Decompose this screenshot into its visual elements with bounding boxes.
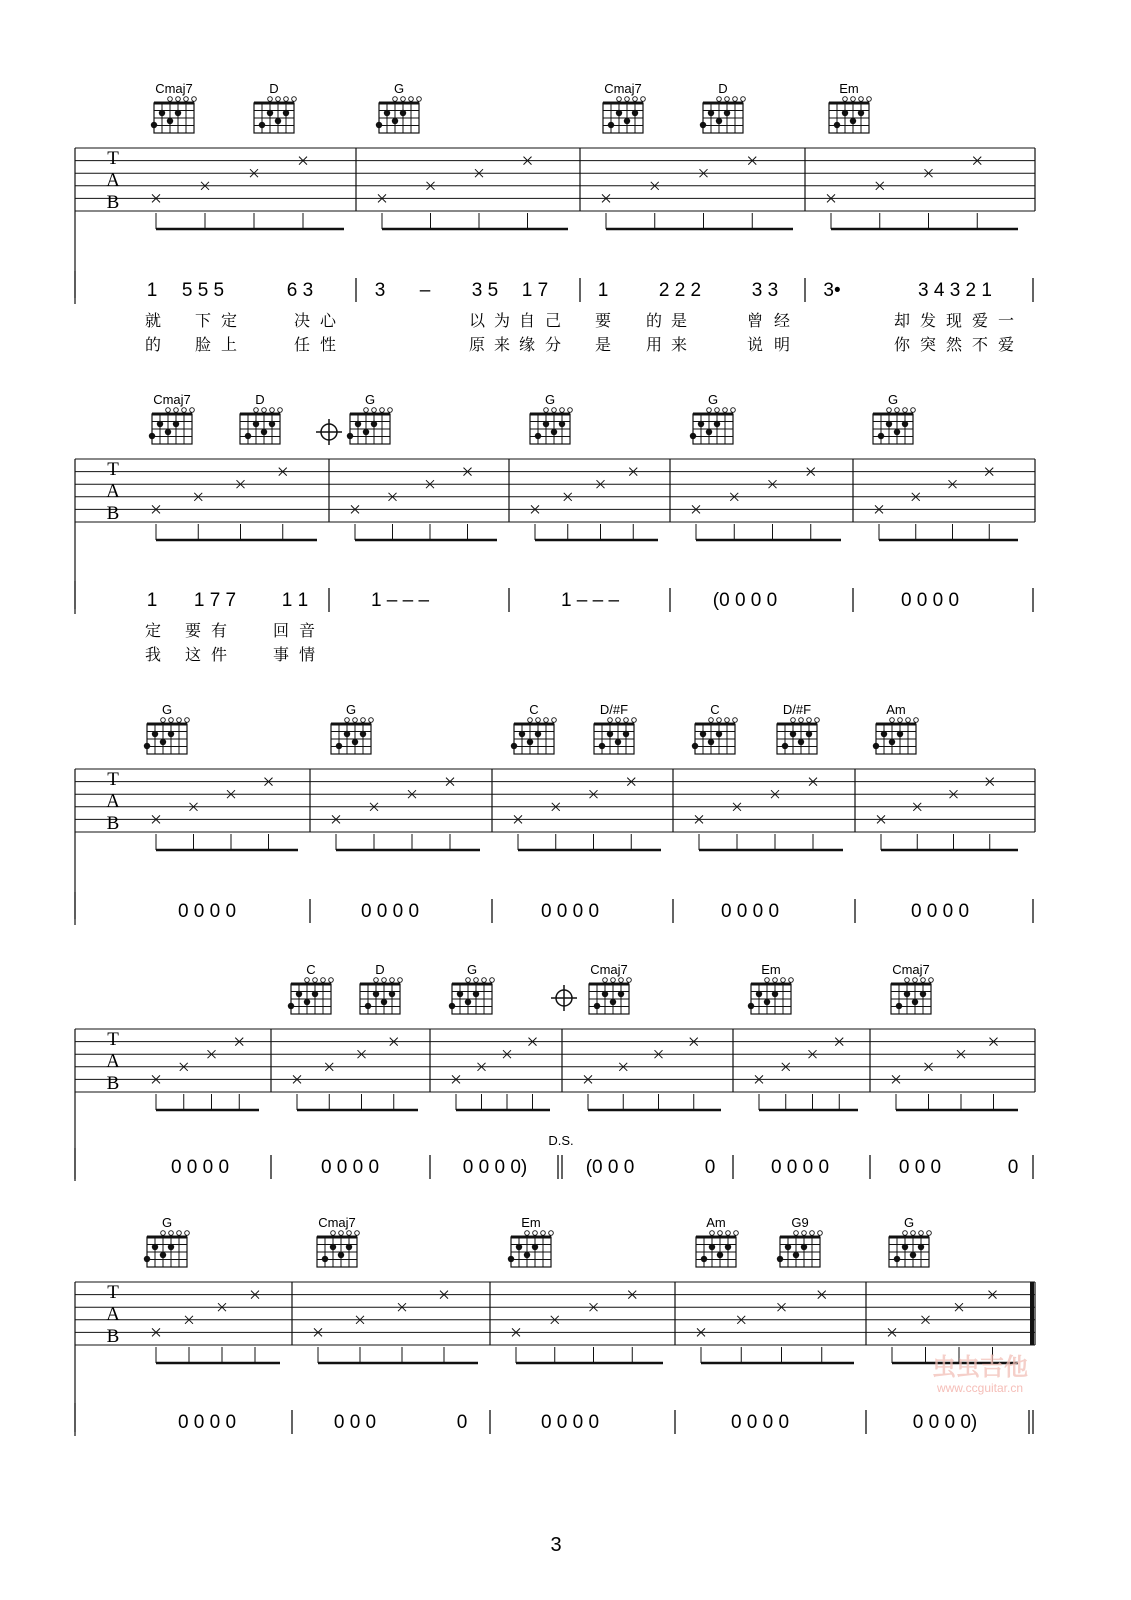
chord-diagram xyxy=(511,702,557,754)
notation-token: 0 0 0 0 xyxy=(177,901,237,922)
chord-name: Cmaj7 xyxy=(153,392,191,407)
notation-token: 1 – – – xyxy=(370,590,430,611)
chord-diagram xyxy=(777,1215,823,1267)
lyric-char-verse-1: 决 xyxy=(293,313,311,330)
chord-diagram xyxy=(589,962,631,1014)
numbered-notation-line xyxy=(75,581,1033,614)
chord-diagram xyxy=(530,392,572,444)
watermark-title: 虫虫吉他 xyxy=(932,1354,1028,1381)
notation-token: 0 0 0 0 xyxy=(770,1157,830,1178)
lyrics xyxy=(145,312,1014,354)
lyric-char-verse-1: 以 xyxy=(468,313,486,330)
notation-token: 0 xyxy=(1007,1157,1019,1178)
chord-name: Em xyxy=(839,81,859,96)
tab-staff xyxy=(75,769,1035,919)
chord-diagram xyxy=(594,702,636,754)
tab-letter-t: T xyxy=(107,1029,119,1050)
notation-token: 0 0 0 0) xyxy=(912,1412,978,1433)
chord-diagram xyxy=(331,702,373,754)
chord-name: Cmaj7 xyxy=(155,81,193,96)
tab-staff xyxy=(75,148,1035,298)
numbered-notation-line xyxy=(75,1403,1033,1436)
chord-diagram xyxy=(508,1215,554,1267)
notation-token: 1 7 7 xyxy=(193,590,237,611)
chord-name: G xyxy=(707,392,719,407)
lyric-char-verse-2: 然 xyxy=(945,337,963,354)
lyric-char-verse-2: 爱 xyxy=(997,337,1015,354)
chord-name: D xyxy=(269,81,279,96)
lyrics xyxy=(145,622,315,664)
chord-diagram xyxy=(144,702,190,754)
lyric-char-verse-1: 经 xyxy=(773,313,791,330)
lyric-char-verse-1: 有 xyxy=(210,623,228,640)
chord-name: Cmaj7 xyxy=(604,81,642,96)
chord-diagram xyxy=(873,702,919,754)
chord-name: D/#F xyxy=(599,702,629,717)
lyric-char-verse-1: 心 xyxy=(319,313,337,330)
chord-name: Cmaj7 xyxy=(892,962,930,977)
chord-diagram xyxy=(149,392,195,444)
chord-diagram xyxy=(829,81,871,133)
notation-token: 0 0 0 0 xyxy=(540,1412,600,1433)
chord-name: G xyxy=(345,702,357,717)
tab-staff xyxy=(75,459,1035,609)
chord-name: D xyxy=(255,392,265,407)
chord-diagram xyxy=(603,81,645,133)
notation-token: 0 0 0 xyxy=(333,1412,377,1433)
notation-token: 1 7 xyxy=(521,280,549,301)
notation-token: 2 2 2 xyxy=(658,280,702,301)
notation-token: 0 0 0 0 xyxy=(910,901,970,922)
tab-letter-t: T xyxy=(107,148,119,169)
page-number: 3 xyxy=(550,1534,562,1556)
lyric-char-verse-1: 现 xyxy=(945,313,963,330)
notation-token: 6 3 xyxy=(286,280,314,301)
chord-name: G xyxy=(903,1215,915,1230)
chord-diagram xyxy=(748,962,794,1014)
lyric-char-verse-2: 脸 xyxy=(194,337,212,354)
tab-letter-t: T xyxy=(107,459,119,480)
chord-name: D xyxy=(375,962,385,977)
lyric-char-verse-2: 情 xyxy=(298,647,316,664)
lyric-char-verse-2: 事 xyxy=(272,647,290,664)
lyric-char-verse-1: 要 xyxy=(594,313,612,330)
notation-token: 3 xyxy=(374,280,386,301)
chord-diagram xyxy=(449,962,495,1014)
lyric-char-verse-2: 上 xyxy=(220,337,238,354)
lyric-char-verse-1: 定 xyxy=(144,623,162,640)
notation-token: 1 xyxy=(146,280,158,301)
tab-letter-a: A xyxy=(106,791,120,812)
lyric-char-verse-1: 下 xyxy=(194,313,212,330)
chord-diagram xyxy=(891,962,933,1014)
coda-symbol xyxy=(316,419,342,445)
chord-diagram xyxy=(889,1215,931,1267)
tab-letter-b: B xyxy=(106,1073,120,1094)
notation-token: 0 0 0 0 xyxy=(177,1412,237,1433)
lyric-char-verse-1: 己 xyxy=(544,313,562,330)
chord-diagram xyxy=(360,962,402,1014)
lyric-char-verse-1: 却 xyxy=(893,313,911,330)
notation-token: 0 0 0 0 xyxy=(540,901,600,922)
lyric-char-verse-2: 是 xyxy=(594,337,612,354)
lyric-char-verse-2: 的 xyxy=(144,337,162,354)
notation-token: 3 4 3 2 1 xyxy=(918,280,992,301)
notation-token: 0 0 0 0 xyxy=(170,1157,230,1178)
notation-token: 1 – – – xyxy=(560,590,620,611)
tab-letter-b: B xyxy=(106,503,120,524)
chord-diagram xyxy=(690,392,736,444)
chord-diagram xyxy=(254,81,296,133)
lyric-char-verse-1: 要 xyxy=(184,623,202,640)
lyric-char-verse-2: 这 xyxy=(184,647,202,664)
numbered-notation-line xyxy=(75,271,1033,304)
lyric-char-verse-1: 是 xyxy=(670,313,688,330)
chord-name: C xyxy=(529,702,539,717)
chord-name: Em xyxy=(521,1215,541,1230)
notation-token: 0 0 0 0) xyxy=(462,1157,528,1178)
chord-name: Em xyxy=(761,962,781,977)
notation-token: 0 0 0 0 xyxy=(360,901,420,922)
tab-letter-a: A xyxy=(106,1304,120,1325)
notation-token: 0 0 0 0 xyxy=(730,1412,790,1433)
lyric-char-verse-1: 发 xyxy=(919,313,937,330)
chord-name: G xyxy=(161,702,173,717)
lyric-char-verse-1: 定 xyxy=(220,313,238,330)
watermark-url: www.ccguitar.cn xyxy=(936,1381,1024,1395)
chord-diagram xyxy=(317,1215,359,1267)
tab-staff xyxy=(75,1282,1035,1432)
tab-letter-b: B xyxy=(106,813,120,834)
ds-marker: D.S. xyxy=(548,1133,574,1148)
lyric-char-verse-1: 音 xyxy=(298,623,316,640)
tab-letter-t: T xyxy=(107,769,119,790)
chord-name: G xyxy=(544,392,556,407)
chord-diagram xyxy=(700,81,746,133)
lyric-char-verse-2: 缘 xyxy=(518,337,536,354)
lyric-char-verse-2: 不 xyxy=(971,337,989,354)
chord-diagram xyxy=(376,81,422,133)
lyric-char-verse-2: 你 xyxy=(893,337,911,354)
notation-token: 1 xyxy=(146,590,158,611)
tab-letter-a: A xyxy=(106,170,120,191)
lyric-char-verse-1: 的 xyxy=(645,313,663,330)
notation-token: 3 5 xyxy=(471,280,499,301)
notation-token: 1 xyxy=(597,280,609,301)
chord-diagram xyxy=(144,1215,190,1267)
chord-name: G9 xyxy=(791,1215,809,1230)
coda-symbol xyxy=(551,985,577,1011)
chord-name: G xyxy=(161,1215,173,1230)
lyric-char-verse-2: 突 xyxy=(919,337,937,354)
notation-token: – xyxy=(419,280,431,301)
lyric-char-verse-2: 来 xyxy=(670,337,688,354)
notation-token: (0 0 0 0 xyxy=(712,590,778,611)
numbered-notation-line xyxy=(75,892,1033,925)
chord-name: D/#F xyxy=(782,702,812,717)
notation-token: 3 3 xyxy=(751,280,779,301)
lyric-char-verse-1: 一 xyxy=(997,313,1015,330)
chord-name: G xyxy=(466,962,478,977)
lyric-char-verse-1: 爱 xyxy=(971,313,989,330)
tab-letter-a: A xyxy=(106,481,120,502)
chord-diagram xyxy=(151,81,197,133)
lyric-char-verse-1: 曾 xyxy=(746,313,764,330)
lyric-char-verse-1: 为 xyxy=(493,313,511,330)
lyric-char-verse-2: 任 xyxy=(293,337,311,354)
chord-diagram xyxy=(240,392,282,444)
notation-token: 0 0 0 0 xyxy=(900,590,960,611)
chord-diagram xyxy=(347,392,393,444)
tab-letter-t: T xyxy=(107,1282,119,1303)
numbered-notation-line xyxy=(75,1148,1033,1181)
chord-diagram xyxy=(692,702,738,754)
lyric-char-verse-1: 回 xyxy=(272,623,290,640)
chord-diagram xyxy=(288,962,334,1014)
chord-name: G xyxy=(887,392,899,407)
chord-name: Cmaj7 xyxy=(318,1215,356,1230)
systems xyxy=(75,81,1035,1436)
chord-name: Am xyxy=(886,702,906,717)
lyric-char-verse-2: 原 xyxy=(468,337,486,354)
lyric-char-verse-1: 就 xyxy=(144,313,162,330)
chord-name: G xyxy=(393,81,405,96)
chord-name: D xyxy=(718,81,728,96)
notation-token: 0 0 0 0 xyxy=(720,901,780,922)
chord-name: C xyxy=(710,702,720,717)
tab-letter-b: B xyxy=(106,1326,120,1347)
notation-token: 5 5 5 xyxy=(181,280,225,301)
watermark xyxy=(932,1354,1028,1395)
tab-letter-a: A xyxy=(106,1051,120,1072)
chord-name: C xyxy=(306,962,316,977)
notation-token: (0 0 0 xyxy=(585,1157,635,1178)
notation-token: 0 0 0 xyxy=(898,1157,942,1178)
chord-name: G xyxy=(364,392,376,407)
notation-token: 3• xyxy=(823,280,841,301)
lyric-char-verse-2: 分 xyxy=(544,337,562,354)
lyric-char-verse-2: 说 xyxy=(746,337,764,354)
notation-token: 0 xyxy=(456,1412,468,1433)
lyric-char-verse-2: 我 xyxy=(144,647,162,664)
notation-token: 1 1 xyxy=(281,590,309,611)
lyric-char-verse-1: 自 xyxy=(518,313,536,330)
notation-token: 0 xyxy=(704,1157,716,1178)
lyric-char-verse-2: 用 xyxy=(645,337,663,354)
lyric-char-verse-2: 件 xyxy=(210,647,228,664)
chord-diagram xyxy=(777,702,819,754)
notation-token: 0 0 0 0 xyxy=(320,1157,380,1178)
lyric-char-verse-2: 性 xyxy=(319,337,337,354)
tab-letter-b: B xyxy=(106,192,120,213)
lyric-char-verse-2: 来 xyxy=(493,337,511,354)
chord-name: Cmaj7 xyxy=(590,962,628,977)
chord-name: Am xyxy=(706,1215,726,1230)
chord-diagram xyxy=(873,392,915,444)
chord-diagram xyxy=(696,1215,738,1267)
lyric-char-verse-2: 明 xyxy=(773,337,791,354)
